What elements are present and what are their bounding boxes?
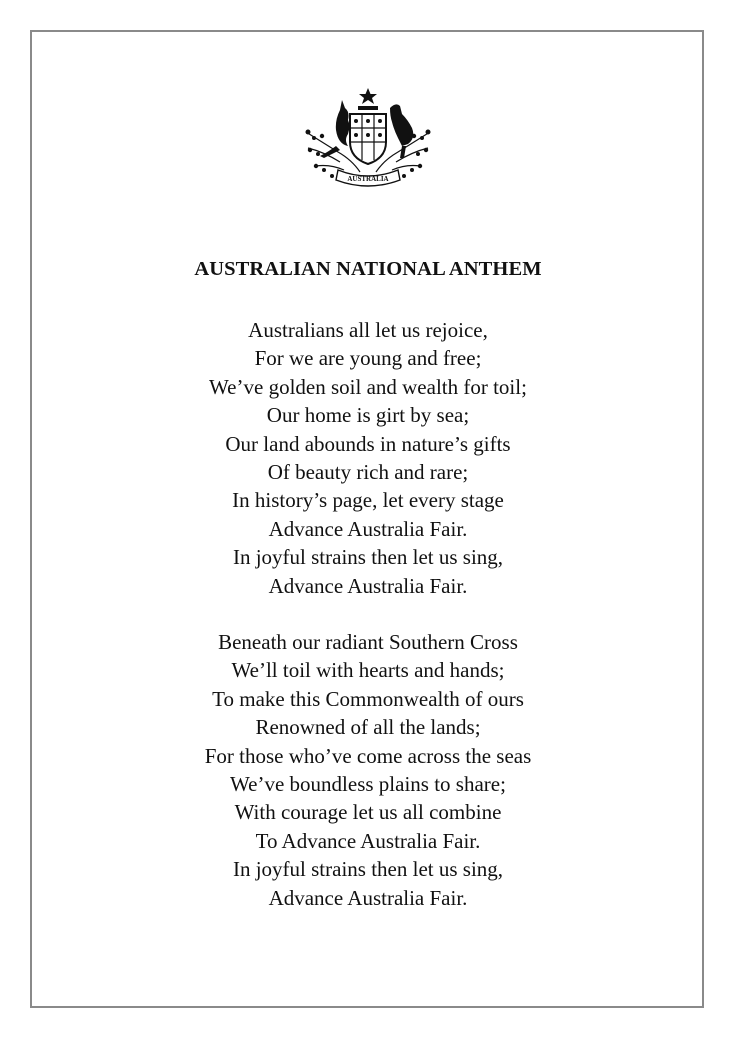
verse-line: Advance Australia Fair. — [268, 573, 468, 598]
verse-line: In joyful strains then let us sing, — [232, 857, 504, 882]
page-title: AUSTRALIAN NATIONAL ANTHEM — [194, 258, 542, 280]
verse-line: Of beauty rich and rare; — [267, 460, 469, 485]
verse-line: Beneath our radiant Southern Cross — [218, 630, 518, 654]
verse-line: Australians all let us rejoice, — [248, 318, 488, 342]
verse-line: Our home is girt by sea; — [266, 403, 470, 428]
crest-torse — [358, 106, 378, 110]
verse-line: To Advance Australia Fair. — [255, 828, 481, 853]
coat-of-arms-icon — [298, 86, 438, 190]
verse-line: For we are young and free; — [254, 346, 482, 371]
verse-line: With courage let us all combine — [234, 800, 502, 825]
verse-1 — [0, 316, 736, 600]
crest-kangaroo — [320, 100, 350, 158]
crest-star — [359, 88, 377, 104]
verse-line: Renowned of all the lands; — [255, 715, 481, 740]
verse-line: We’ll toil with hearts and hands; — [231, 658, 505, 683]
verse-line: Advance Australia Fair. — [268, 516, 468, 541]
verse-line: We’ve golden soil and wealth for toil; — [209, 374, 527, 399]
verse-line: In joyful strains then let us sing, — [232, 545, 504, 570]
verse-line: For those who’ve come across the seas — [204, 743, 532, 768]
crest-label: AUSTRALIA — [347, 175, 389, 183]
verse-line: Our land abounds in nature’s gifts — [225, 431, 511, 456]
verse-line: We’ve boundless plains to share; — [230, 772, 506, 797]
verse-line: To make this Commonwealth of ours — [212, 686, 524, 711]
verse-2 — [0, 628, 736, 912]
verse-line: In history’s page, let every stage — [232, 488, 504, 513]
verse-line: Advance Australia Fair. — [268, 885, 468, 910]
